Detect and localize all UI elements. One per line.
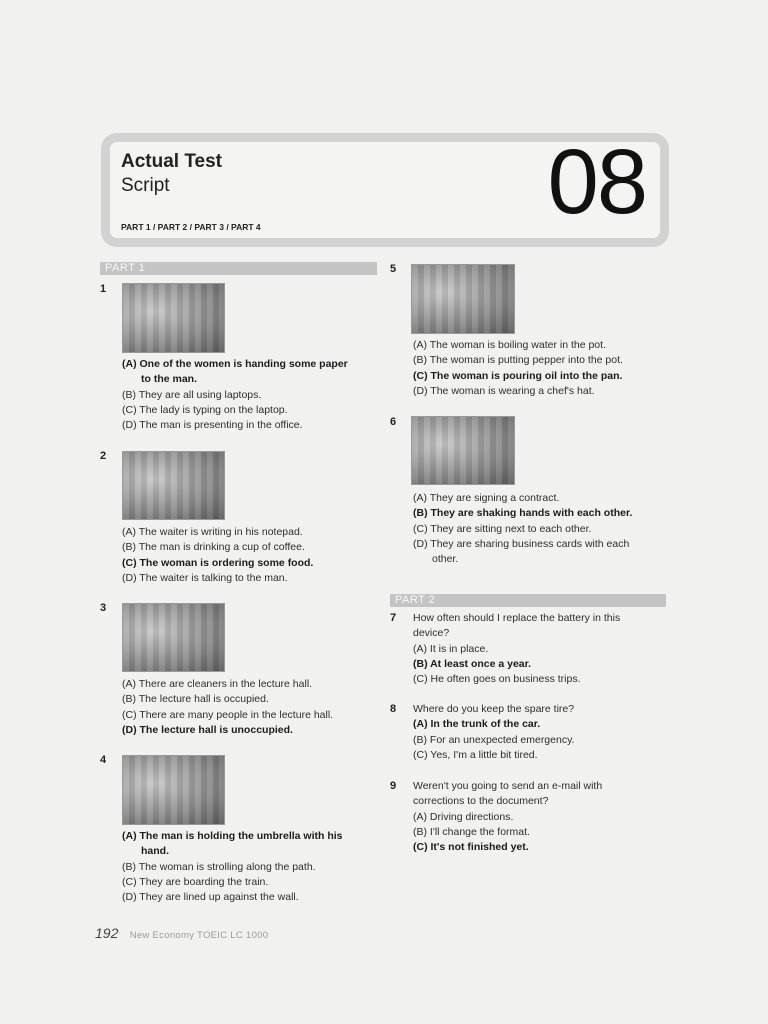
test-number: 08 — [547, 131, 646, 233]
question-photo-3 — [122, 603, 225, 672]
question-number: 2 — [100, 450, 107, 462]
answer-option: (A) It is in place. — [413, 642, 489, 655]
answer-option: (A) They are signing a contract. — [413, 492, 560, 504]
question-text: How often should I replace the battery in this — [413, 612, 621, 624]
answer-option: (B) The woman is strolling along the path. — [122, 860, 316, 873]
answer-option: (C) They are boarding the train. — [122, 875, 269, 888]
answer-option: (A) In the trunk of the car. — [413, 718, 541, 731]
answer-options-4 — [122, 829, 343, 905]
answer-option: (D) The man is presenting in the office. — [122, 419, 303, 432]
answer-options-6 — [413, 491, 632, 567]
question-text: Where do you keep the spare tire? — [413, 703, 575, 715]
part1-banner: PART 1 — [100, 262, 377, 275]
answer-options-3 — [122, 677, 333, 738]
answer-option: (B) For an unexpected emergency. — [413, 733, 575, 746]
answer-option: (C) It's not finished yet. — [413, 841, 529, 854]
question-number: 7 — [390, 612, 397, 624]
answer-option: (B) The man is drinking a cup of coffee. — [122, 541, 305, 554]
answer-options-7 — [413, 611, 620, 687]
part2-banner: PART 2 — [390, 594, 666, 607]
question-photo-1 — [122, 283, 225, 353]
answer-options-5 — [413, 338, 623, 399]
answer-option: (B) At least once a year. — [413, 657, 532, 670]
header-subtitle: Script — [121, 175, 170, 196]
book-title: New Economy TOEIC LC 1000 — [129, 930, 269, 941]
question-number: 1 — [100, 283, 107, 295]
answer-option: (A) There are cleaners in the lecture hall. — [122, 678, 313, 690]
question-photo-2 — [122, 451, 225, 520]
answer-option: (A) Driving directions. — [413, 810, 514, 823]
answer-options-8 — [413, 702, 574, 763]
answer-option: (D) They are sharing business cards with each other. — [413, 537, 630, 566]
question-text: Weren't you going to send an e-mail with — [413, 780, 603, 792]
header-parts: PART 1 / PART 2 / PART 3 / PART 4 — [121, 222, 261, 232]
question-photo-4 — [122, 755, 225, 825]
question-text: device? — [413, 627, 450, 640]
answer-option: (C) He often goes on business trips. — [413, 673, 581, 686]
answer-option: (C) There are many people in the lecture hall. — [122, 708, 334, 721]
test-header — [101, 133, 669, 247]
answer-option: (C) Yes, I'm a little bit tired. — [413, 748, 538, 761]
answer-option: (C) The woman is ordering some food. — [122, 556, 314, 569]
answer-option: (A) The woman is boiling water in the pot. — [413, 339, 606, 351]
answer-option: (B) The lecture hall is occupied. — [122, 693, 269, 706]
answer-options-9 — [413, 779, 602, 855]
question-number: 6 — [390, 416, 397, 428]
answer-option: (D) The waiter is talking to the man. — [122, 571, 288, 584]
question-photo-5 — [411, 264, 515, 334]
question-photo-6 — [411, 416, 515, 485]
answer-option: (C) The lady is typing on the laptop. — [122, 403, 288, 416]
answer-option: (B) They are all using laptops. — [122, 388, 262, 401]
answer-option: (B) I'll change the format. — [413, 825, 530, 838]
answer-options-1 — [122, 357, 348, 433]
question-text: corrections to the document? — [413, 795, 549, 808]
question-number: 4 — [100, 754, 107, 766]
answer-option: (D) The lecture hall is unoccupied. — [122, 723, 293, 736]
question-number: 5 — [390, 263, 397, 275]
answer-option: (A) The man is holding the umbrella with his hand. — [122, 830, 343, 858]
answer-option: (C) They are sitting next to each other. — [413, 522, 592, 535]
answer-options-2 — [122, 525, 313, 586]
question-number: 3 — [100, 602, 107, 614]
answer-option: (A) The waiter is writing in his notepad. — [122, 526, 303, 538]
answer-option: (A) One of the women is handing some paper to the man. — [122, 358, 348, 386]
question-number: 9 — [390, 780, 397, 792]
page-footer — [95, 925, 268, 941]
answer-option: (D) The woman is wearing a chef's hat. — [413, 384, 595, 397]
answer-option: (D) They are lined up against the wall. — [122, 891, 299, 904]
answer-option: (B) The woman is putting pepper into the pot. — [413, 354, 623, 367]
answer-option: (C) The woman is pouring oil into the pan. — [413, 369, 623, 382]
header-title: Actual Test — [121, 151, 223, 172]
page-number: 192 — [95, 925, 119, 941]
question-number: 8 — [390, 703, 397, 715]
answer-option: (B) They are shaking hands with each other. — [413, 507, 633, 520]
